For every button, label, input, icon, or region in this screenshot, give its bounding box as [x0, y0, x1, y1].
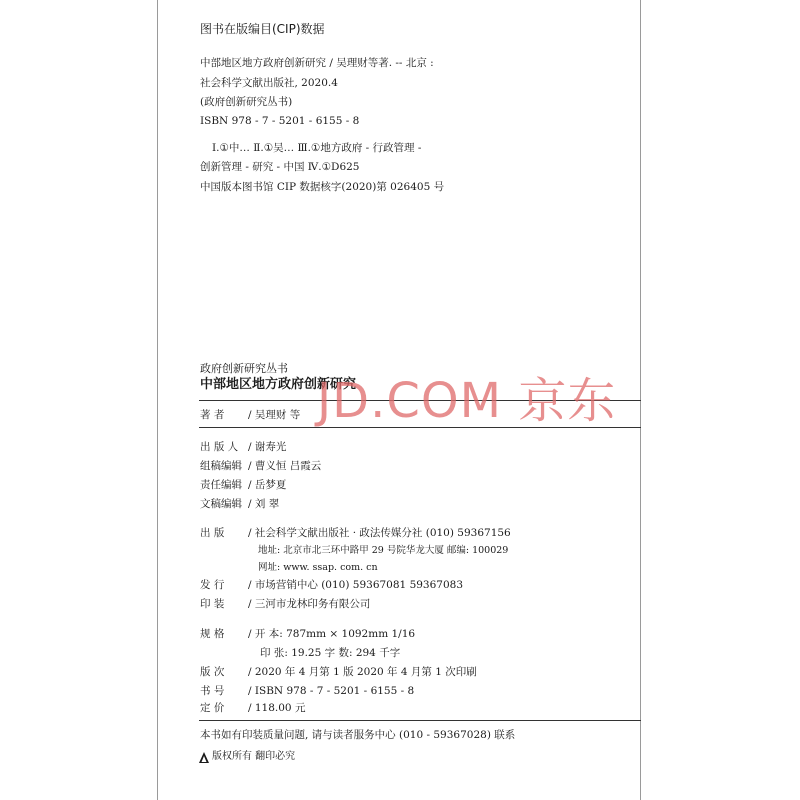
- staff-value-acquisition: / 曹义恒 吕霞云: [248, 460, 322, 472]
- printing-value: / 三河市龙林印务有限公司: [248, 598, 371, 610]
- staff-value-responsible: / 岳梦夏: [248, 479, 287, 491]
- series-name: 政府创新研究丛书: [200, 362, 288, 375]
- author-label: 著 者: [200, 409, 225, 421]
- publisher-value: / 社会科学文献出版社 · 政法传媒分社 (010) 59367156: [248, 527, 511, 539]
- cip-line-3: (政府创新研究丛书): [200, 96, 293, 108]
- edition-value: / 2020 年 4 月第 1 版 2020 年 4 月第 1 次印刷: [248, 666, 477, 678]
- notice-rule: [199, 720, 641, 721]
- printing-label: 印 装: [200, 598, 225, 610]
- edition-label: 版 次: [200, 666, 225, 678]
- specs-value: / 开 本: 787mm × 1092mm 1/16: [248, 628, 416, 640]
- price-value: / 118.00 元: [248, 702, 306, 714]
- price-label: 定 价: [200, 702, 225, 714]
- cip-line-2: 社会科学文献出版社, 2020.4: [200, 77, 338, 89]
- publisher-label: 出 版: [200, 527, 225, 539]
- copyright-warning-icon: [199, 752, 209, 763]
- isbn-value: / ISBN 978 - 7 - 5201 - 6155 - 8: [248, 685, 415, 697]
- staff-label-publisher-person: 出 版 人: [200, 441, 239, 453]
- specs-sheets: 印 张: 19.25 字 数: 294 千字: [260, 647, 401, 659]
- staff-label-copy: 文稿编辑: [200, 498, 242, 510]
- cip-line-6: 创新管理 - 研究 - 中国 Ⅳ.①D625: [200, 161, 360, 173]
- isbn-label: 书 号: [200, 685, 225, 697]
- book-title: 中部地区地方政府创新研究: [200, 377, 357, 392]
- distribution-label: 发 行: [200, 579, 225, 591]
- distribution-value: / 市场营销中心 (010) 59367081 59367083: [248, 579, 464, 591]
- publisher-address: 地址: 北京市北三环中路甲 29 号院华龙大厦 邮编: 100029: [258, 545, 509, 556]
- cip-line-1: 中部地区地方政府创新研究 / 吴理财等著. -- 北京 :: [200, 57, 434, 69]
- cip-line-7: 中国版本图书馆 CIP 数据核字(2020)第 026405 号: [200, 181, 445, 193]
- jd-watermark: JD.COM 京东: [317, 373, 617, 429]
- staff-value-publisher-person: / 谢寿光: [248, 441, 287, 453]
- cip-title: 图书在版编目(CIP)数据: [200, 22, 325, 36]
- cip-line-4: ISBN 978 - 7 - 5201 - 6155 - 8: [200, 115, 360, 127]
- staff-label-acquisition: 组稿编辑: [200, 460, 242, 472]
- specs-label: 规 格: [200, 628, 225, 640]
- publisher-website: 网址: www. ssap. com. cn: [258, 562, 378, 573]
- author-value: / 吴理财 等: [248, 409, 301, 421]
- rights-notice: 版权所有 翻印必究: [212, 751, 296, 762]
- cip-line-5: Ⅰ.①中… Ⅱ.①吴… Ⅲ.①地方政府 - 行政管理 -: [212, 142, 422, 154]
- quality-notice: 本书如有印装质量问题, 请与读者服务中心 (010 - 59367028) 联系: [200, 729, 516, 741]
- staff-label-responsible: 责任编辑: [200, 479, 242, 491]
- staff-value-copy: / 刘 翠: [248, 498, 280, 510]
